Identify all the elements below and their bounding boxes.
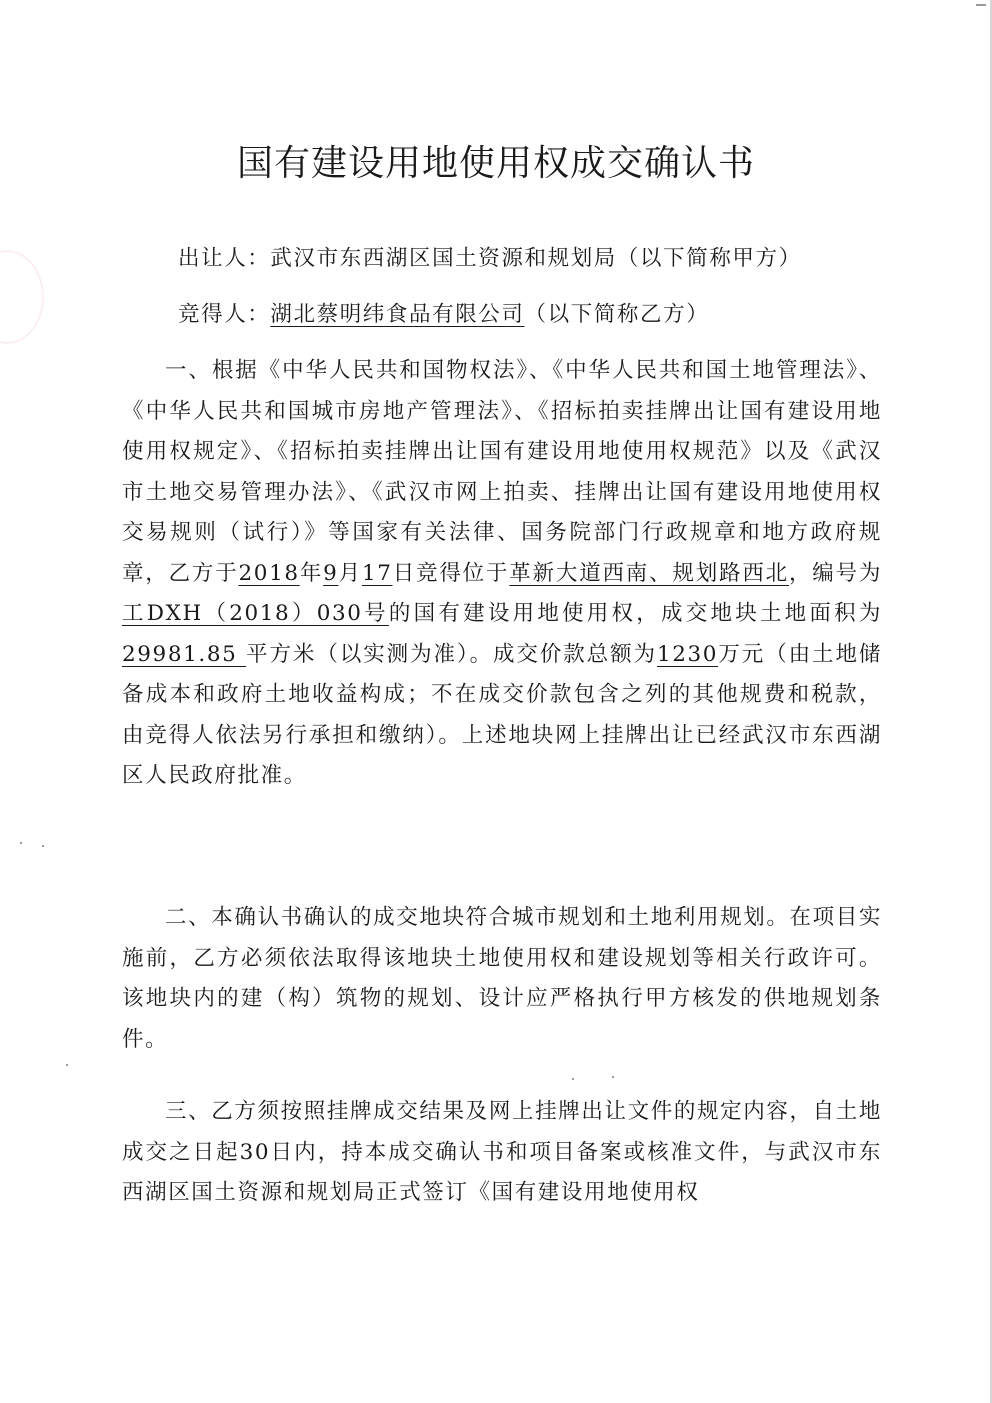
winner-label: 竞得人： [178, 302, 271, 327]
deal-year: 2018 [238, 560, 300, 586]
parcel-location: 革新大道西南、规划路西北 [509, 560, 789, 586]
section-1-part: 万元（由土地储备成本和政府土地收益构成；不在成交价款包含之列的其他规费和税款，由竞得人依法另行承担和缴纳）。上述地块网上挂牌出让已经武汉市东西湖区人民政府批准。 [122, 641, 882, 788]
section-1-part: 年 [299, 560, 324, 586]
deal-month: 9 [323, 560, 339, 586]
scan-corner-mark [976, 4, 986, 6]
scan-dust [612, 1076, 614, 1078]
scan-dust [66, 1064, 68, 1066]
scan-dust [572, 1078, 574, 1080]
winner-name: 湖北蔡明纬食品有限公司 [270, 302, 525, 327]
parcel-number: 工DXH（2018）030号 [122, 601, 389, 626]
section-1-part: 平方米（以实测为准）。成交价款总额为 [246, 641, 657, 667]
section-1-part: 月 [338, 560, 362, 586]
section-2 [122, 898, 882, 1060]
faint-stamp-mark [0, 250, 44, 344]
section-1-part: 日竞得位于 [392, 560, 510, 586]
transferor-label: 出让人： [178, 246, 271, 271]
winner-note: （以下简称乙方） [524, 302, 710, 327]
transferor-line [178, 244, 802, 274]
section-3 [122, 1092, 882, 1214]
section-2-text: 二、本确认书确认的成交地块符合城市规划和土地利用规划。在项目实施前，乙方必须依法取得该地块土地使用权和建设规划等相关行政许可。该地块内的建（构）筑物的规划、设计应严格执行甲方核发的供地规划条件。 [122, 905, 882, 1052]
section-1-part: 的国有建设用地使用权，成交地块土地面积为 [388, 601, 882, 626]
section-1-part: ，编号为 [788, 560, 882, 586]
total-price: 1230 [656, 641, 719, 667]
section-1-text [122, 351, 882, 797]
scan-dust [20, 842, 22, 844]
scan-dust [42, 845, 44, 847]
deal-day: 17 [361, 560, 393, 586]
document-title: 国有建设用地使用权成交确认书 [236, 143, 755, 184]
section-1 [122, 351, 882, 797]
winner-line [178, 300, 709, 330]
transferor-note: （以下简称甲方） [616, 246, 802, 271]
section-3-text: 三、乙方须按照挂牌成交结果及网上挂牌出让文件的规定内容，自土地成交之日起30日内，持本成交确认书和项目备案或核准文件，与武汉市东西湖区国土资源和规划局正式签订《国有建设用地使用权 [122, 1099, 882, 1205]
transferor-name: 武汉市东西湖区国土资源和规划局 [270, 246, 617, 271]
section-1-part: 一、根据《中华人民共和国物权法》、《中华人民共和国土地管理法》、《中华人民共和国城市房地产管理法》、《招标拍卖挂牌出让国有建设用地使用权规定》、《招标拍卖挂牌出让国有建设用地使用权规范》以及《武汉市土地交易管理办法》、《武汉市网上拍卖、挂牌出让国有建设用地使用权交易规则（试行）》等国家有关法律、国务院部门行政规章和地方政府规章，乙方于 [122, 358, 882, 586]
parcel-area: 29981.85 [122, 641, 247, 667]
